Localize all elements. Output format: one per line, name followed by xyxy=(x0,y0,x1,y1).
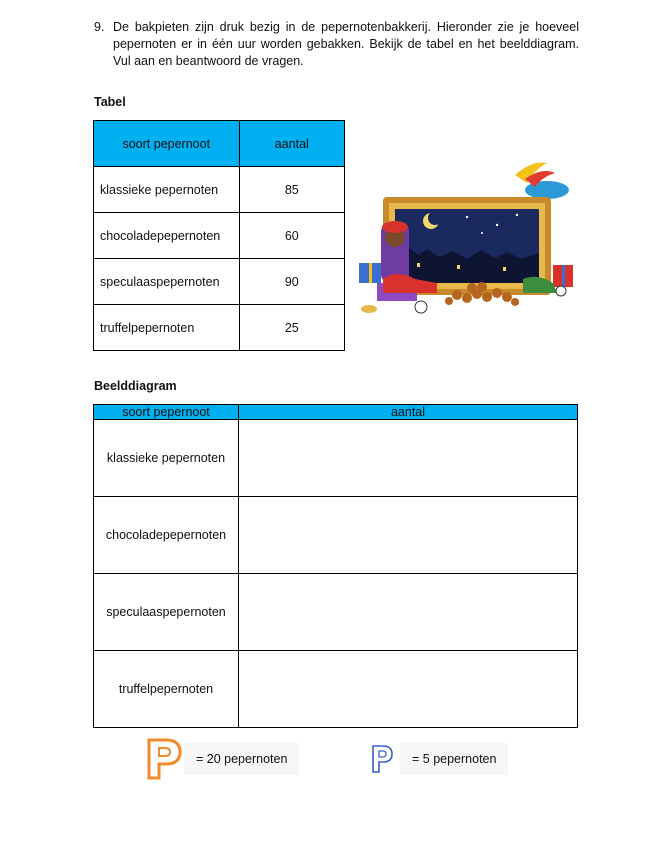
table-row xyxy=(94,213,345,259)
letter-p-blue-icon xyxy=(370,744,394,774)
table-row xyxy=(94,167,345,213)
table-row xyxy=(94,574,578,651)
cell-soort: speculaaspepernoten xyxy=(94,574,239,651)
legend-item-5 xyxy=(370,742,508,776)
column-header-soort: soort pepernoot xyxy=(94,121,240,167)
cell-soort: truffelpepernoten xyxy=(94,651,239,728)
answer-cell[interactable] xyxy=(239,651,578,728)
table-row xyxy=(94,651,578,728)
column-header-aantal: aantal xyxy=(239,121,344,167)
cell-aantal: 85 xyxy=(239,167,344,213)
legend-text-box xyxy=(400,743,508,775)
cell-aantal: 60 xyxy=(239,213,344,259)
letter-p-orange-icon xyxy=(144,737,184,781)
table-row xyxy=(94,420,578,497)
sinterklaas-illustration xyxy=(357,155,579,320)
table-row xyxy=(94,259,345,305)
tabel-heading: Tabel xyxy=(94,95,126,109)
answer-cell[interactable] xyxy=(239,497,578,574)
answer-cell[interactable] xyxy=(239,574,578,651)
table-row xyxy=(94,305,345,351)
cell-soort: chocoladepepernoten xyxy=(94,497,239,574)
table-row xyxy=(94,497,578,574)
data-table xyxy=(93,120,345,351)
column-header-soort: soort pepernoot xyxy=(94,405,239,420)
beelddiagram-heading: Beelddiagram xyxy=(94,379,177,393)
cell-soort: chocoladepepernoten xyxy=(94,213,240,259)
question-block xyxy=(94,19,579,70)
answer-cell[interactable] xyxy=(239,420,578,497)
cell-soort: truffelpepernoten xyxy=(94,305,240,351)
legend-text-box xyxy=(184,743,299,775)
cell-soort: klassieke pepernoten xyxy=(94,167,240,213)
legend-text: = 5 pepernoten xyxy=(412,752,497,766)
cell-aantal: 25 xyxy=(239,305,344,351)
legend-item-20 xyxy=(144,742,299,776)
question-text: De bakpieten zijn druk bezig in de pepernotenbakkerij. Hieronder zie je hoeveel pepernoten er in één uur worden gebakken. Bekijk de tabel en het beelddiagram. Vul aan en beantwoord de vragen. xyxy=(113,20,579,68)
question-number: 9. xyxy=(94,20,105,34)
table-header-row xyxy=(94,405,578,420)
legend-text: = 20 pepernoten xyxy=(196,752,288,766)
picture-graph-table xyxy=(93,404,578,728)
cell-aantal: 90 xyxy=(239,259,344,305)
cell-soort: speculaaspepernoten xyxy=(94,259,240,305)
column-header-aantal: aantal xyxy=(239,405,578,420)
cell-soort: klassieke pepernoten xyxy=(94,420,239,497)
table-header-row xyxy=(94,121,345,167)
